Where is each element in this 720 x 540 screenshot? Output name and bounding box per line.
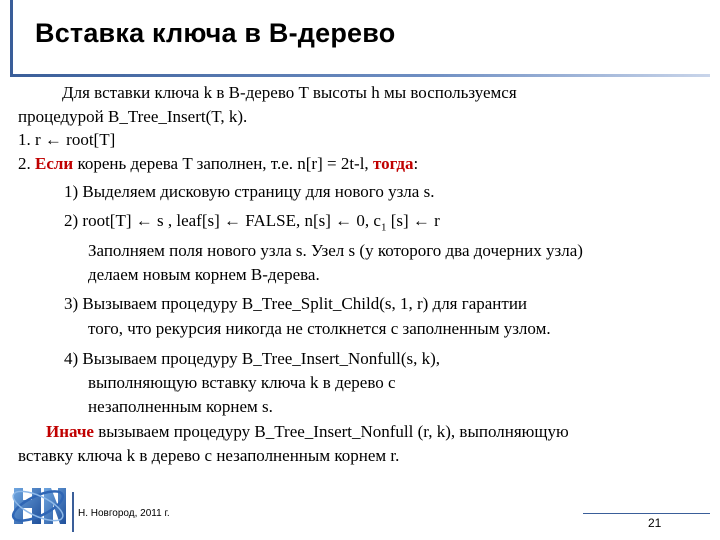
title-underline <box>10 74 710 77</box>
text-line-5: 1) Выделяем дисковую страницу для нового узла s. <box>64 182 435 201</box>
keyword-if: Если <box>35 154 74 173</box>
text-line-13: незаполненным корнем s. <box>88 397 273 416</box>
text-line-15: вставку ключа k в дерево с незаполненным корнем r. <box>18 446 400 465</box>
text-line-1: Для вставки ключа k в B-дерево T высоты h мы воспользуемся <box>62 83 517 102</box>
text-line-12: выполняющую вставку ключа k в дерево с <box>88 373 396 392</box>
line-14-rest: вызываем процедуру B_Tree_Insert_Nonfull (r, k), выполняющую <box>93 422 569 441</box>
text-line-4 <box>18 153 418 175</box>
keyword-else: Иначе <box>46 422 94 441</box>
text-line-9: 3) Вызываем процедуру B_Tree_Split_Child(s, 1, r) для гарантии <box>64 294 528 313</box>
line-4-colon: : <box>413 154 419 173</box>
text-line-3: 1. r ← root[T] <box>18 130 116 149</box>
line-4-number: 2. <box>18 154 35 173</box>
line-4-condition: корень дерева T заполнен, т.е. n[r] = 2t-l, <box>73 154 373 173</box>
footer-divider <box>72 492 74 532</box>
text-line-11: 4) Вызываем процедуру B_Tree_Insert_Nonfull(s, k), <box>64 349 441 368</box>
page-number: 21 <box>648 516 662 530</box>
text-line-7: Заполняем поля нового узла s. Узел s (у которого два дочерних узла) <box>88 241 583 260</box>
university-logo-icon <box>8 474 68 536</box>
title-bar <box>10 0 710 74</box>
text-line-6 <box>64 210 440 238</box>
text-line-10: того, что рекурсия никогда не столкнется с заполненным узлом. <box>88 319 551 338</box>
line-6-main: 2) root[T] ← s , leaf[s] ← FALSE, n[s] ← 0, c <box>64 211 381 230</box>
line-6-subscript: 1 <box>380 221 387 234</box>
keyword-then: тогда <box>372 154 414 173</box>
text-line-14 <box>46 421 569 443</box>
text-line-8: делаем новым корнем B-дерева. <box>88 265 320 284</box>
page-number-rule <box>583 513 710 514</box>
line-6-tail: [s] ← r <box>386 211 440 230</box>
page-title: Вставка ключа в B-дерево <box>35 18 396 48</box>
text-line-2: процедурой B_Tree_Insert(T, k). <box>18 107 248 126</box>
footer-city: Н. Новгород, 2011 г. <box>78 508 170 519</box>
